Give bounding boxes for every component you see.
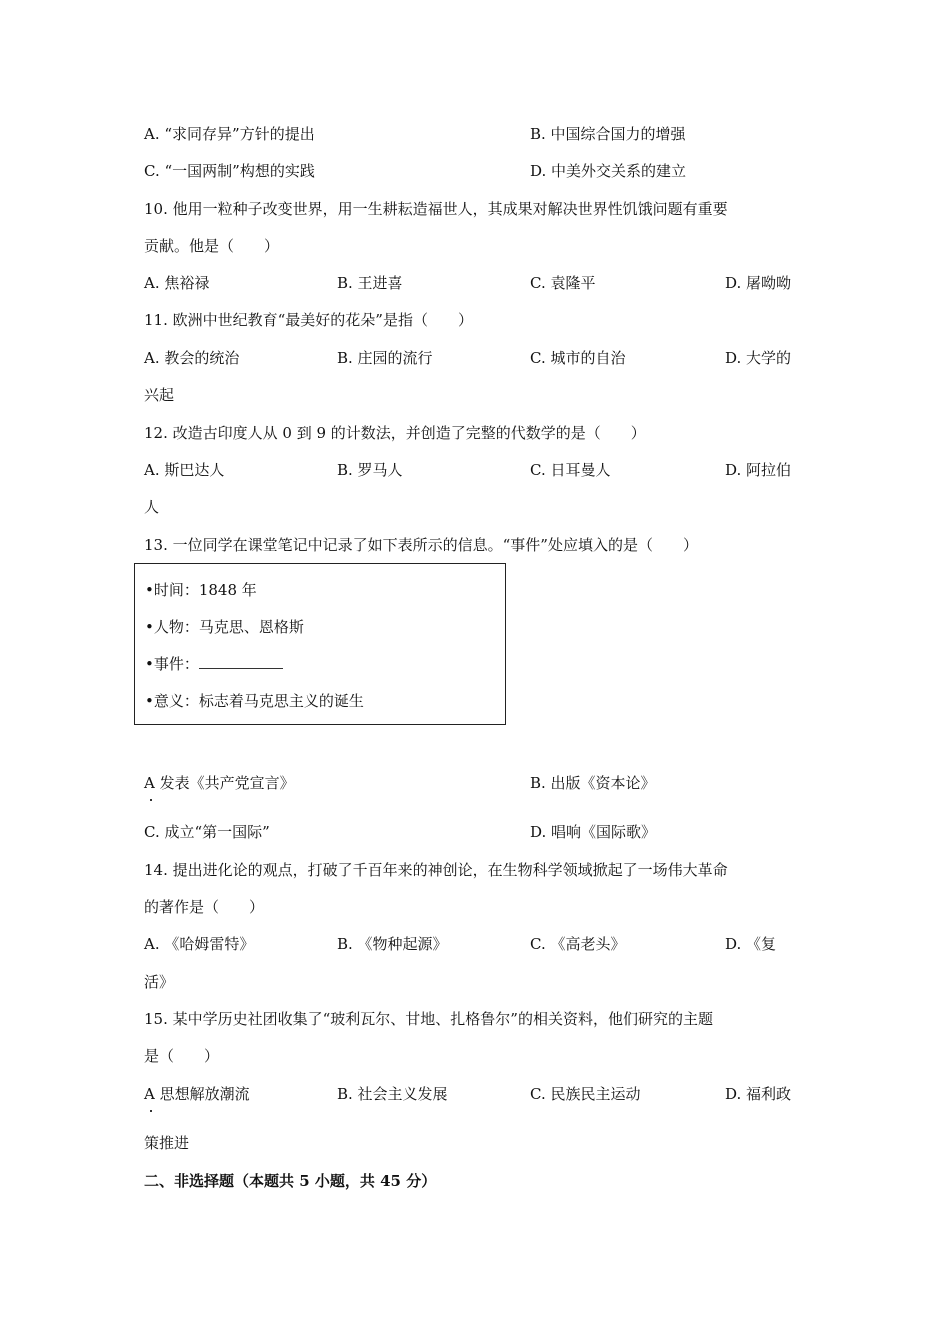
q11-option-a: A. 教会的统治 [144, 349, 240, 367]
q9-option-c: C. “一国两制”构想的实践 [144, 162, 315, 180]
q13-option-b: B. 出版《资本论》 [530, 774, 656, 792]
q13-note-box [134, 563, 506, 725]
q10-stem-line2: 贡献。他是（ ） [144, 237, 280, 255]
section-2-heading: 二、非选择题（本题共 5 小题，共 45 分） [144, 1172, 437, 1190]
q13-option-a-dot [150, 799, 152, 801]
q10-option-c: C. 袁隆平 [530, 274, 596, 292]
q15-option-a: A 思想解放潮流 [144, 1085, 250, 1103]
q15-option-c: C. 民族民主运动 [530, 1085, 641, 1103]
q11-option-c: C. 城市的自治 [530, 349, 626, 367]
q13-note-meaning: •意义：标志着马克思主义的诞生 [145, 692, 364, 710]
q15-stem-line1: 15. 某中学历史社团收集了“玻利瓦尔、甘地、扎格鲁尔”的相关资料，他们研究的主题 [144, 1010, 713, 1028]
q15-option-b: B. 社会主义发展 [337, 1085, 448, 1103]
q10-option-b: B. 王进喜 [337, 274, 403, 292]
q11-option-d: D. 大学的 [725, 349, 792, 367]
q14-option-c: C. 《高老头》 [530, 935, 626, 953]
q12-option-c: C. 日耳曼人 [530, 461, 611, 479]
q13-note-event [145, 654, 283, 674]
q10-option-d: D. 屠呦呦 [725, 274, 792, 292]
q11-option-b: B. 庄园的流行 [337, 349, 433, 367]
q15-option-d-wrap: 策推进 [144, 1134, 190, 1152]
q13-note-event-label: •事件： [145, 655, 199, 673]
q13-option-d: D. 唱响《国际歌》 [530, 823, 657, 841]
q11-stem: 11. 欧洲中世纪教育“最美好的花朵”是指（ ） [144, 311, 473, 329]
q13-note-people: •人物：马克思、恩格斯 [145, 618, 304, 636]
q11-option-d-wrap: 兴起 [144, 386, 175, 404]
q9-option-a: A. “求同存异”方针的提出 [144, 125, 315, 143]
q12-stem: 12. 改造古印度人从 0 到 9 的计数法，并创造了完整的代数学的是（ ） [144, 424, 646, 442]
q13-stem: 13. 一位同学在课堂笔记中记录了如下表所示的信息。“事件”处应填入的是（ ） [144, 536, 698, 554]
q14-option-d: D. 《复 [725, 935, 777, 953]
q13-option-a: A 发表《共产党宣言》 [144, 774, 295, 792]
q15-stem-line2: 是（ ） [144, 1047, 220, 1065]
q13-option-c: C. 成立“第一国际” [144, 823, 270, 841]
q14-stem-line2: 的著作是（ ） [144, 898, 265, 916]
q12-option-b: B. 罗马人 [337, 461, 403, 479]
q14-stem-line1: 14. 提出进化论的观点，打破了千百年来的神创论，在生物科学领域掀起了一场伟大革命 [144, 861, 728, 879]
q14-option-b: B. 《物种起源》 [337, 935, 448, 953]
q12-option-d-wrap: 人 [144, 498, 160, 516]
q13-note-time: •时间：1848 年 [145, 581, 257, 599]
q13-answer-blank [199, 654, 283, 669]
q10-stem-line1: 10. 他用一粒种子改变世界，用一生耕耘造福世人，其成果对解决世界性饥饿问题有重要 [144, 200, 728, 218]
q14-option-a: A. 《哈姆雷特》 [144, 935, 255, 953]
q10-option-a: A. 焦裕禄 [144, 274, 210, 292]
q9-option-b: B. 中国综合国力的增强 [530, 125, 686, 143]
q12-option-d: D. 阿拉伯 [725, 461, 792, 479]
q15-option-a-dot [150, 1110, 152, 1112]
q9-option-d: D. 中美外交关系的建立 [530, 162, 687, 180]
q12-option-a: A. 斯巴达人 [144, 461, 225, 479]
q15-option-d: D. 福利政 [725, 1085, 792, 1103]
q14-option-d-wrap: 活》 [144, 973, 175, 991]
